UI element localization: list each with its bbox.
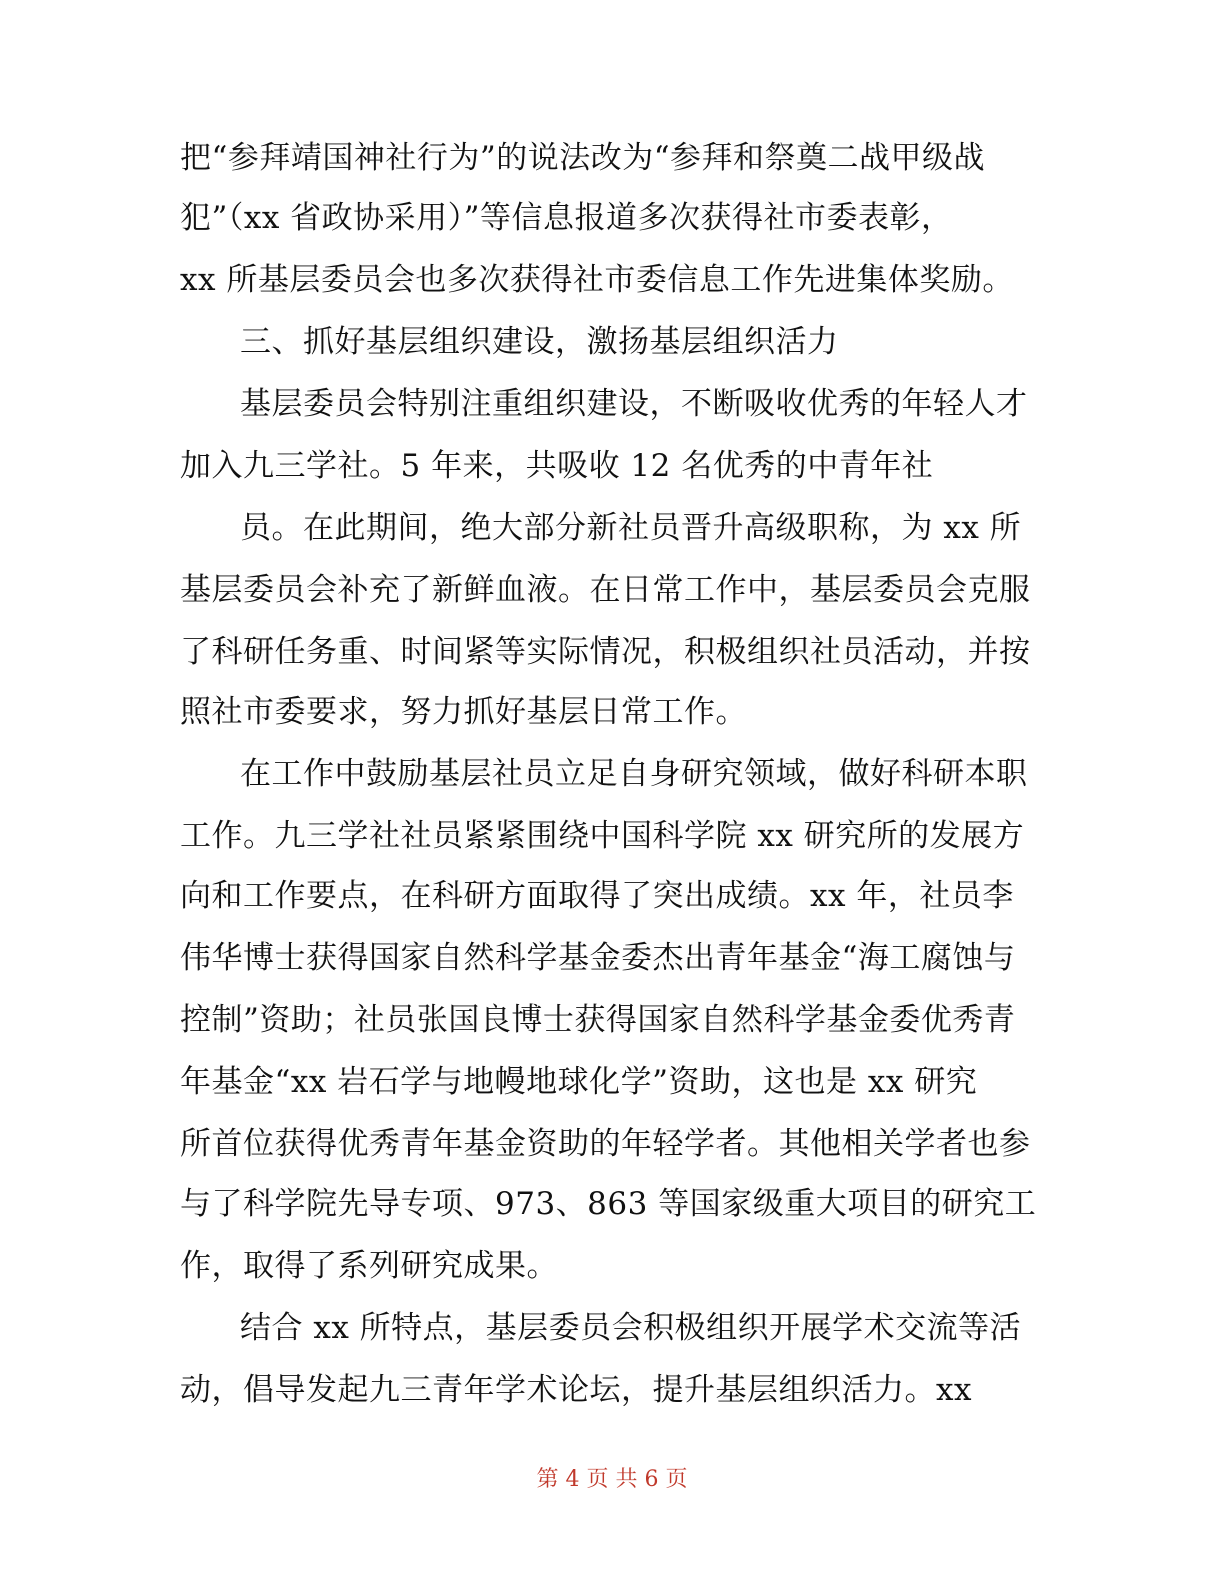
page-number-footer: 第 4 页 共 6 页	[536, 1467, 688, 1492]
text-line-5: 基层委员会特别注重组织建设，不断吸收优秀的年轻人才	[240, 386, 1028, 422]
text-line-6: 加入九三学社。5 年来，共吸收 12 名优秀的中青年社	[180, 448, 934, 484]
text-line-14: 伟华博士获得国家自然科学基金委杰出青年基金“海工腐蚀与	[180, 940, 1016, 976]
text-line-1: 把“参拜靖国神社行为”的说法改为“参拜和祭奠二战甲级战	[180, 140, 986, 176]
text-line-11: 在工作中鼓励基层社员立足自身研究领域，做好科研本职	[240, 756, 1028, 792]
text-line-16: 年基金“xx 岩石学与地幔地球化学”资助，这也是 xx 研究	[180, 1064, 978, 1100]
section-heading: 三、抓好基层组织建设，激扬基层组织活力	[240, 324, 839, 360]
text-line-13: 向和工作要点，在科研方面取得了突出成绩。xx 年，社员李	[180, 878, 1014, 914]
text-line-3: xx 所基层委员会也多次获得社市委信息工作先进集体奖励。	[180, 262, 1014, 298]
text-line-20: 结合 xx 所特点，基层委员会积极组织开展学术交流等活	[240, 1310, 1022, 1346]
text-line-12: 工作。九三学社社员紧紧围绕中国科学院 xx 研究所的发展方	[180, 818, 1025, 854]
text-line-7: 员。在此期间，绝大部分新社员晋升高级职称，为 xx 所	[240, 510, 1022, 546]
text-line-18: 与了科学院先导专项、973、863 等国家级重大项目的研究工	[180, 1186, 1037, 1222]
text-line-10: 照社市委要求，努力抓好基层日常工作。	[180, 694, 747, 730]
text-line-9: 了科研任务重、时间紧等实际情况，积极组织社员活动，并按	[180, 634, 1031, 670]
text-line-19: 作，取得了系列研究成果。	[180, 1248, 558, 1284]
text-line-15: 控制”资助；社员张国良博士获得国家自然科学基金委优秀青	[180, 1002, 1016, 1038]
text-line-17: 所首位获得优秀青年基金资助的年轻学者。其他相关学者也参	[180, 1126, 1031, 1162]
text-line-8: 基层委员会补充了新鲜血液。在日常工作中，基层委员会克服	[180, 572, 1031, 608]
text-line-21: 动，倡导发起九三青年学术论坛，提升基层组织活力。xx	[180, 1372, 972, 1408]
text-line-2: 犯”（xx 省政协采用）”等信息报道多次获得社市委表彰，	[180, 200, 953, 236]
